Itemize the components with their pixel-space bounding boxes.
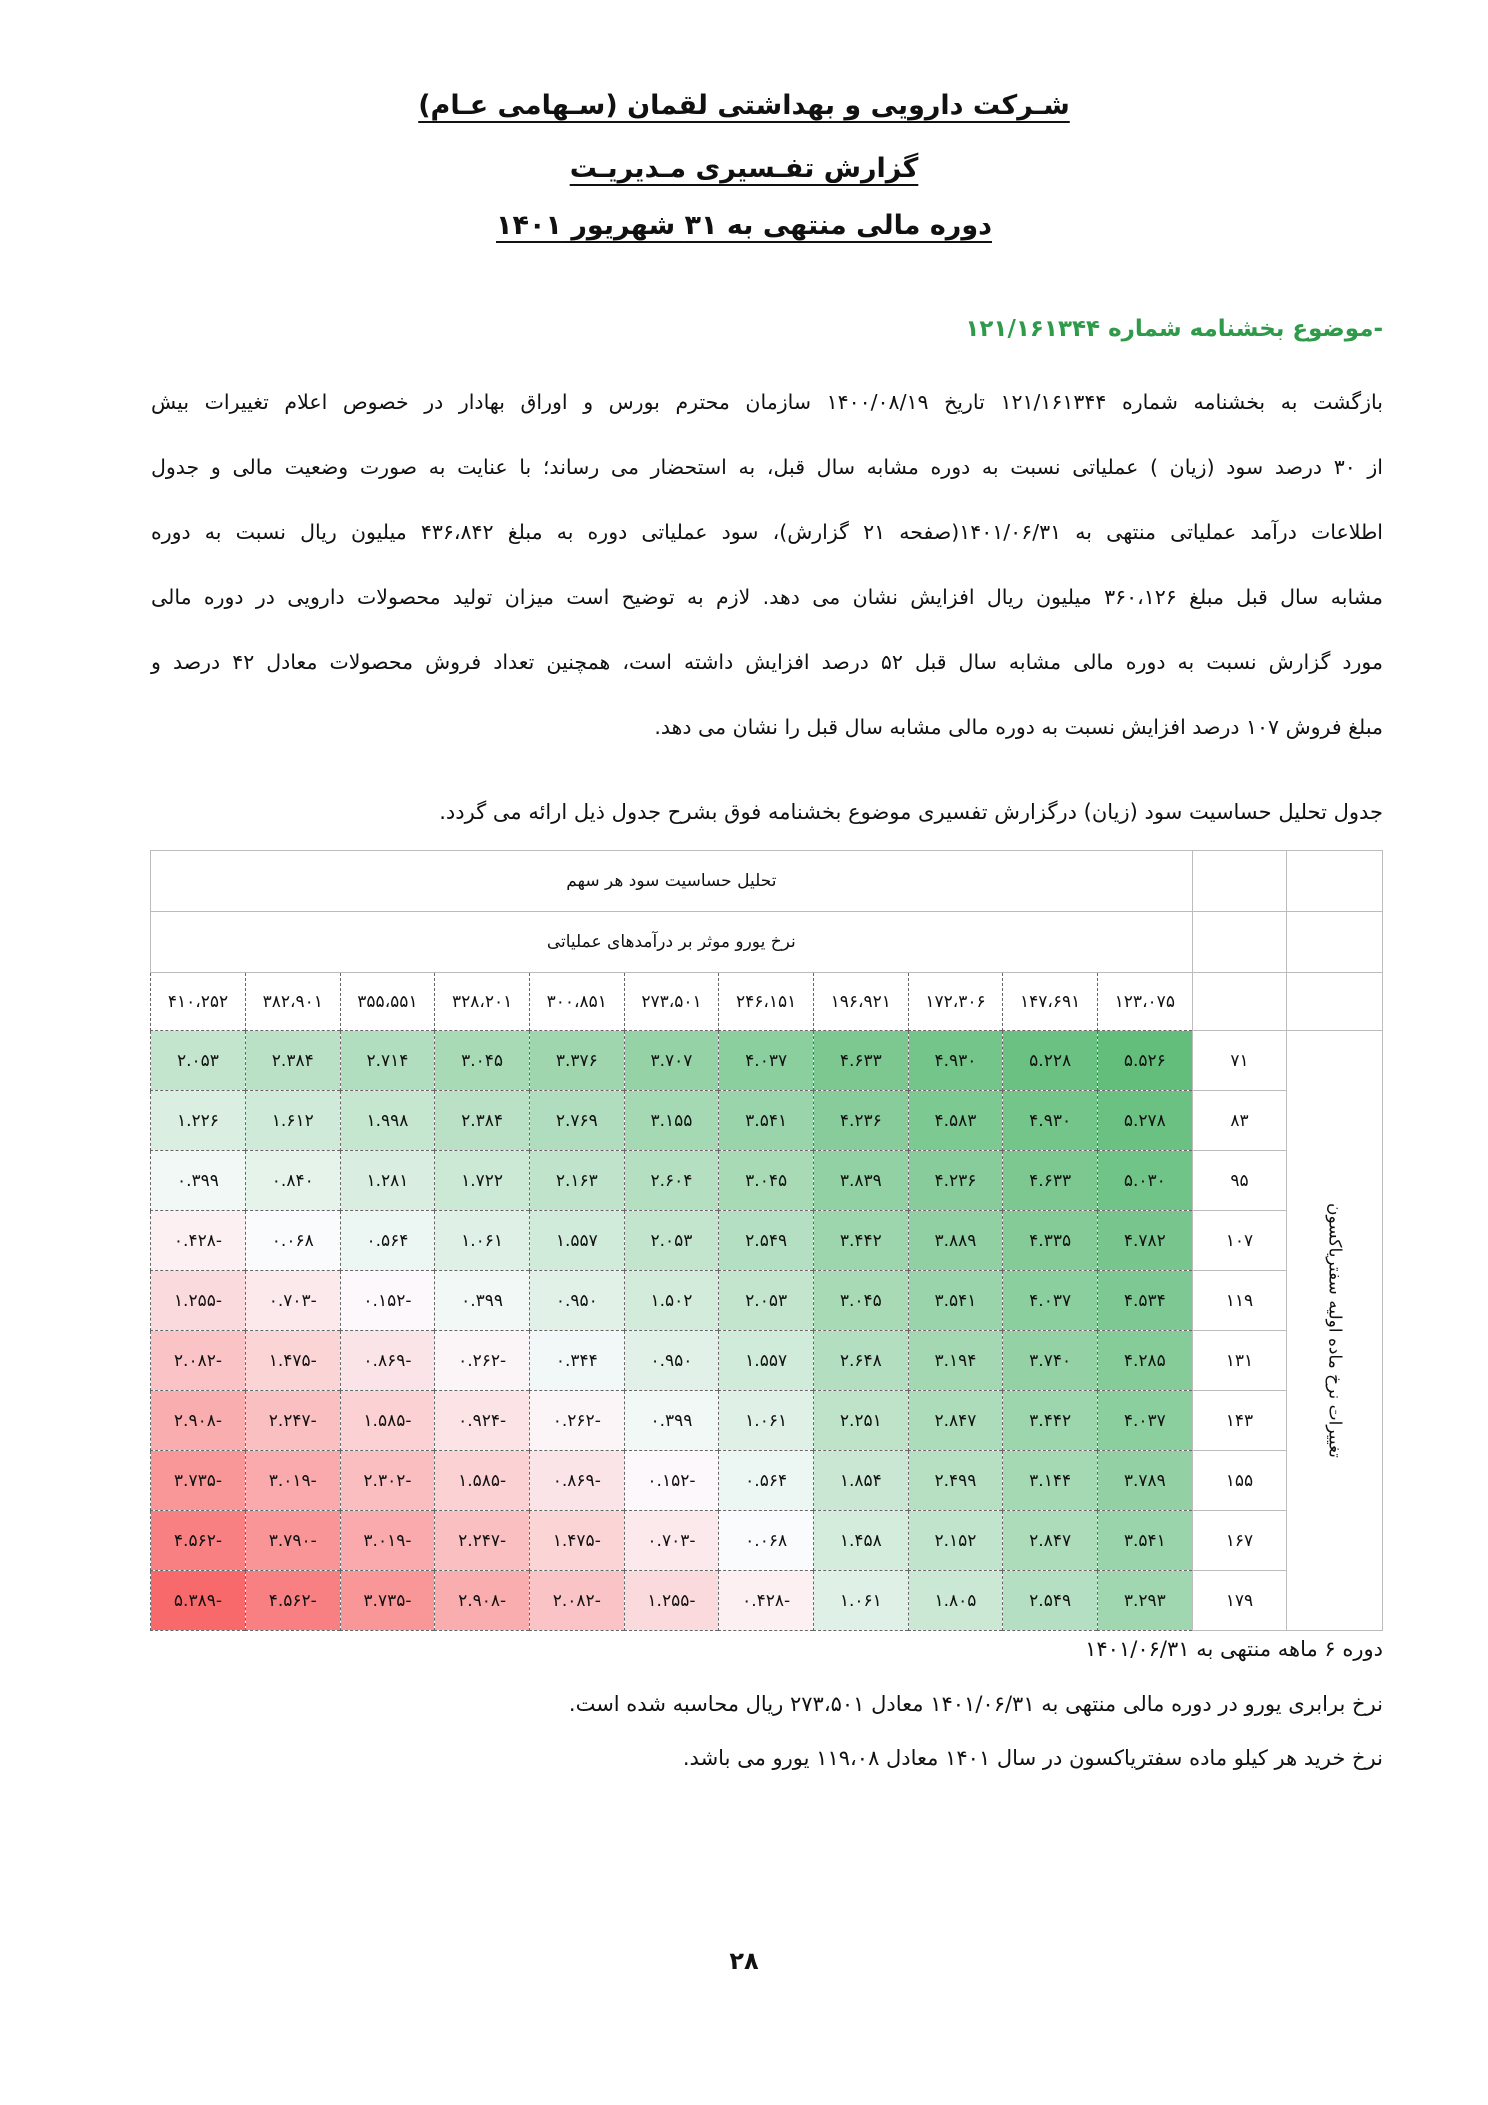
page-number: ۲۸: [729, 1947, 759, 1975]
euro-rate-header: ۳۲۸،۲۰۱: [435, 973, 530, 1031]
material-rate-label: ۸۳: [1192, 1091, 1287, 1151]
sensitivity-table: [150, 850, 1383, 1631]
report-title: گزارش تفـسیری مـدیریـت: [569, 153, 919, 184]
paragraph-line: اطلاعات درآمد عملیاتی منتهی به ۱۴۰۱/۰۶/۳۱(صفحه ۲۱ گزارش)، سود عملیاتی دوره به مبلغ ۴۳۶،۸۴۲ میلیون ریال نسبت به دوره: [151, 520, 1383, 544]
eps-cell: ۲.۳۸۴: [245, 1031, 340, 1091]
body-paragraph: [151, 370, 1383, 760]
eps-cell: ۳.۰۴۵: [719, 1151, 814, 1211]
eps-cell: ۱.۷۲۲: [435, 1151, 530, 1211]
material-rate-label: ۱۷۹: [1192, 1571, 1287, 1631]
eps-cell: ۱.۵۵۷: [529, 1211, 624, 1271]
subject-heading: -موضوع بخشنامه شماره ۱۲۱/۱۶۱۳۴۴: [965, 316, 1383, 342]
table-row: [151, 1571, 1383, 1631]
paragraph-line: از ۳۰ درصد سود (زیان ) عملیاتی نسبت به دوره مشابه سال قبل، به استحضار می رساند؛ با عنایت به صورت وضعیت مالی و جدول: [151, 455, 1383, 479]
eps-cell: ۱.۵۵۷: [719, 1331, 814, 1391]
eps-cell: ۲.۶۰۴: [624, 1151, 719, 1211]
eps-cell: ۳.۵۴۱: [1097, 1511, 1192, 1571]
euro-rate-header: ۳۰۰،۸۵۱: [529, 973, 624, 1031]
euro-rate-header: ۱۷۲،۳۰۶: [908, 973, 1003, 1031]
eps-cell: ۴.۶۳۳: [813, 1031, 908, 1091]
eps-cell: ۰.۵۶۴: [340, 1211, 435, 1271]
period-note: دوره ۶ ماهه منتهی به ۱۴۰۱/۰۶/۳۱: [1085, 1637, 1383, 1661]
eps-cell: ۱.۰۶۱: [719, 1391, 814, 1451]
corner-cell: [1287, 912, 1383, 973]
eps-cell: ۳.۷۰۷: [624, 1031, 719, 1091]
eps-cell: ۱.۸۵۴: [813, 1451, 908, 1511]
euro-rate-header: ۱۴۷،۶۹۱: [1003, 973, 1098, 1031]
eps-cell: ۴.۲۳۶: [908, 1151, 1003, 1211]
table-row: [151, 1211, 1383, 1271]
table-subtitle: نرخ یورو موثر بر درآمدهای عملیاتی: [151, 912, 1193, 973]
euro-rate-header: ۴۱۰،۲۵۲: [151, 973, 246, 1031]
eps-cell: -۲.۹۰۸: [435, 1571, 530, 1631]
table-row: [151, 1331, 1383, 1391]
eps-cell: -۲.۲۴۷: [435, 1511, 530, 1571]
company-title: شـرکت دارویی و بهداشتی لقمان (سـهامی عـام): [418, 90, 1070, 121]
eps-cell: -۴.۵۶۲: [245, 1571, 340, 1631]
eps-cell: -۰.۹۲۴: [435, 1391, 530, 1451]
eps-cell: ۵.۵۲۶: [1097, 1031, 1192, 1091]
eps-cell: ۳.۵۴۱: [908, 1271, 1003, 1331]
table-intro: جدول تحلیل حساسیت سود (زیان) درگزارش تفسیری موضوع بخشنامه فوق بشرح جدول ذیل ارائه می گردد.: [439, 800, 1383, 824]
eps-cell: -۰.۴۲۸: [719, 1571, 814, 1631]
corner-cell: [1287, 973, 1383, 1031]
material-rate-note: نرخ خرید هر کیلو ماده سفتریاکسون در سال ۱۴۰۱ معادل ۱۱۹،۰۸ یورو می باشد.: [682, 1746, 1383, 1770]
euro-rate-header: ۳۵۵،۵۵۱: [340, 973, 435, 1031]
eps-cell: -۳.۷۹۰: [245, 1511, 340, 1571]
paragraph-line: مشابه سال قبل مبلغ ۳۶۰،۱۲۶ میلیون ریال افزایش نشان می دهد. لازم به توضیح است میزان تولید محصولات دارویی در دوره مالی: [151, 585, 1383, 609]
eps-cell: -۳.۷۳۵: [340, 1571, 435, 1631]
eps-cell: -۳.۷۳۵: [151, 1451, 246, 1511]
material-rate-label: ۷۱: [1192, 1031, 1287, 1091]
eps-cell: ۳.۴۴۲: [813, 1211, 908, 1271]
eps-cell: ۲.۷۶۹: [529, 1091, 624, 1151]
eps-cell: ۲.۱۵۲: [908, 1511, 1003, 1571]
eps-cell: ۰.۳۹۹: [624, 1391, 719, 1451]
euro-rate-header: ۲۷۳،۵۰۱: [624, 973, 719, 1031]
eps-cell: ۳.۰۴۵: [813, 1271, 908, 1331]
paragraph-line: بازگشت به بخشنامه شماره ۱۲۱/۱۶۱۳۴۴ تاریخ ۱۴۰۰/۰۸/۱۹ سازمان محترم بورس و اوراق بهادار در خصوص اعلام تغییرات بیش: [151, 390, 1383, 414]
eps-cell: -۲.۳۰۲: [340, 1451, 435, 1511]
eps-cell: ۴.۰۳۷: [1003, 1271, 1098, 1331]
eps-cell: -۳.۰۱۹: [245, 1451, 340, 1511]
eps-cell: ۳.۸۸۹: [908, 1211, 1003, 1271]
eps-cell: ۱.۰۶۱: [435, 1211, 530, 1271]
eps-cell: -۰.۴۲۸: [151, 1211, 246, 1271]
eps-cell: ۵.۰۳۰: [1097, 1151, 1192, 1211]
eps-cell: -۰.۸۶۹: [529, 1451, 624, 1511]
eps-cell: ۰.۹۵۰: [624, 1331, 719, 1391]
eps-cell: ۱.۵۰۲: [624, 1271, 719, 1331]
table-row: [151, 1091, 1383, 1151]
eps-cell: -۳.۰۱۹: [340, 1511, 435, 1571]
eps-cell: ۲.۰۵۳: [624, 1211, 719, 1271]
eps-cell: ۲.۰۵۳: [151, 1031, 246, 1091]
eps-cell: ۵.۲۷۸: [1097, 1091, 1192, 1151]
eps-cell: ۳.۱۴۴: [1003, 1451, 1098, 1511]
material-rate-label: ۱۵۵: [1192, 1451, 1287, 1511]
eps-cell: ۳.۵۴۱: [719, 1091, 814, 1151]
eps-cell: ۱.۰۶۱: [813, 1571, 908, 1631]
table-row: [151, 1151, 1383, 1211]
material-rate-label: ۹۵: [1192, 1151, 1287, 1211]
material-rate-label: ۱۳۱: [1192, 1331, 1287, 1391]
eps-cell: ۱.۲۲۶: [151, 1091, 246, 1151]
side-axis-label: تغییرات نرخ ماده اولیه سفتریاکسون: [1287, 1031, 1383, 1631]
eps-cell: -۲.۲۴۷: [245, 1391, 340, 1451]
period-title: دوره مالی منتهی به ۳۱ شهریور ۱۴۰۱: [496, 210, 992, 241]
eps-cell: ۳.۲۹۳: [1097, 1571, 1192, 1631]
eps-cell: ۲.۰۵۳: [719, 1271, 814, 1331]
eps-cell: -۱.۵۸۵: [435, 1451, 530, 1511]
eps-cell: ۳.۸۳۹: [813, 1151, 908, 1211]
eps-cell: -۱.۲۵۵: [624, 1571, 719, 1631]
table-row: [151, 1271, 1383, 1331]
eps-cell: ۱.۸۰۵: [908, 1571, 1003, 1631]
corner-cell: [1287, 851, 1383, 912]
table-row: [151, 1511, 1383, 1571]
eps-cell: ۲.۱۶۳: [529, 1151, 624, 1211]
eps-cell: -۱.۴۷۵: [529, 1511, 624, 1571]
euro-rate-header: ۱۲۳،۰۷۵: [1097, 973, 1192, 1031]
euro-rate-header: ۲۴۶،۱۵۱: [719, 973, 814, 1031]
eps-cell: -۱.۴۷۵: [245, 1331, 340, 1391]
eps-cell: ۰.۹۵۰: [529, 1271, 624, 1331]
euro-rate-header: ۳۸۲،۹۰۱: [245, 973, 340, 1031]
eps-cell: ۴.۹۳۰: [908, 1031, 1003, 1091]
eps-cell: -۱.۵۸۵: [340, 1391, 435, 1451]
eps-cell: ۳.۰۴۵: [435, 1031, 530, 1091]
material-rate-label: ۱۴۳: [1192, 1391, 1287, 1451]
euro-rate-note: نرخ برابری یورو در دوره مالی منتهی به ۱۴۰۱/۰۶/۳۱ معادل ۲۷۳،۵۰۱ ریال محاسبه شده است.: [568, 1692, 1383, 1716]
eps-cell: -۰.۷۰۳: [245, 1271, 340, 1331]
eps-cell: -۰.۲۶۲: [435, 1331, 530, 1391]
eps-cell: ۴.۲۸۵: [1097, 1331, 1192, 1391]
table-row: [151, 1451, 1383, 1511]
eps-cell: ۴.۵۸۳: [908, 1091, 1003, 1151]
table-row: [151, 1031, 1383, 1091]
table-row: [151, 1391, 1383, 1451]
eps-cell: ۱.۹۹۸: [340, 1091, 435, 1151]
eps-cell: ۳.۷۴۰: [1003, 1331, 1098, 1391]
eps-cell: ۵.۲۲۸: [1003, 1031, 1098, 1091]
eps-cell: ۳.۱۵۵: [624, 1091, 719, 1151]
eps-cell: ۴.۰۳۷: [719, 1031, 814, 1091]
eps-cell: ۱.۶۱۲: [245, 1091, 340, 1151]
eps-cell: ۴.۶۳۳: [1003, 1151, 1098, 1211]
material-rate-label: ۱۶۷: [1192, 1511, 1287, 1571]
eps-cell: -۲.۰۸۲: [151, 1331, 246, 1391]
table-title: تحلیل حساسیت سود هر سهم: [151, 851, 1193, 912]
eps-cell: ۳.۷۸۹: [1097, 1451, 1192, 1511]
eps-cell: ۰.۰۶۸: [245, 1211, 340, 1271]
eps-cell: ۳.۱۹۴: [908, 1331, 1003, 1391]
eps-cell: ۱.۴۵۸: [813, 1511, 908, 1571]
eps-cell: ۱.۲۸۱: [340, 1151, 435, 1211]
eps-cell: ۰.۰۶۸: [719, 1511, 814, 1571]
material-rate-label: ۱۰۷: [1192, 1211, 1287, 1271]
eps-cell: ۲.۴۹۹: [908, 1451, 1003, 1511]
corner-cell: [1192, 851, 1287, 912]
eps-cell: ۲.۸۴۷: [1003, 1511, 1098, 1571]
eps-cell: ۴.۵۳۴: [1097, 1271, 1192, 1331]
eps-cell: ۴.۳۳۵: [1003, 1211, 1098, 1271]
corner-cell: [1192, 912, 1287, 973]
eps-cell: ۴.۲۳۶: [813, 1091, 908, 1151]
eps-cell: ۲.۶۴۸: [813, 1331, 908, 1391]
eps-cell: -۵.۳۸۹: [151, 1571, 246, 1631]
material-rate-label: ۱۱۹: [1192, 1271, 1287, 1331]
eps-cell: ۲.۸۴۷: [908, 1391, 1003, 1451]
eps-cell: -۰.۱۵۲: [624, 1451, 719, 1511]
eps-cell: -۱.۲۵۵: [151, 1271, 246, 1331]
eps-cell: ۲.۲۵۱: [813, 1391, 908, 1451]
eps-cell: -۰.۷۰۳: [624, 1511, 719, 1571]
eps-cell: ۰.۳۹۹: [435, 1271, 530, 1331]
eps-cell: ۲.۷۱۴: [340, 1031, 435, 1091]
eps-cell: ۴.۷۸۲: [1097, 1211, 1192, 1271]
eps-cell: ۰.۳۴۴: [529, 1331, 624, 1391]
eps-cell: ۲.۳۸۴: [435, 1091, 530, 1151]
eps-cell: ۴.۹۳۰: [1003, 1091, 1098, 1151]
corner-cell: [1192, 973, 1287, 1031]
eps-cell: -۰.۲۶۲: [529, 1391, 624, 1451]
eps-cell: ۲.۵۴۹: [1003, 1571, 1098, 1631]
eps-cell: ۲.۵۴۹: [719, 1211, 814, 1271]
eps-cell: -۰.۸۶۹: [340, 1331, 435, 1391]
eps-cell: ۰.۵۶۴: [719, 1451, 814, 1511]
eps-cell: -۲.۹۰۸: [151, 1391, 246, 1451]
paragraph-line: مورد گزارش نسبت به دوره مالی مشابه سال قبل ۵۲ درصد افزایش داشته است، همچنین تعداد فروش محصولات معادل ۴۲ درصد و: [151, 650, 1383, 674]
euro-rate-header: ۱۹۶،۹۲۱: [813, 973, 908, 1031]
eps-cell: ۰.۳۹۹: [151, 1151, 246, 1211]
eps-cell: ۳.۳۷۶: [529, 1031, 624, 1091]
eps-cell: ۴.۰۳۷: [1097, 1391, 1192, 1451]
eps-cell: ۳.۴۴۲: [1003, 1391, 1098, 1451]
eps-cell: ۰.۸۴۰: [245, 1151, 340, 1211]
eps-cell: -۴.۵۶۲: [151, 1511, 246, 1571]
paragraph-line: مبلغ فروش ۱۰۷ درصد افزایش نسبت به دوره مالی مشابه سال قبل را نشان می دهد.: [654, 715, 1383, 739]
eps-cell: -۰.۱۵۲: [340, 1271, 435, 1331]
eps-cell: -۲.۰۸۲: [529, 1571, 624, 1631]
